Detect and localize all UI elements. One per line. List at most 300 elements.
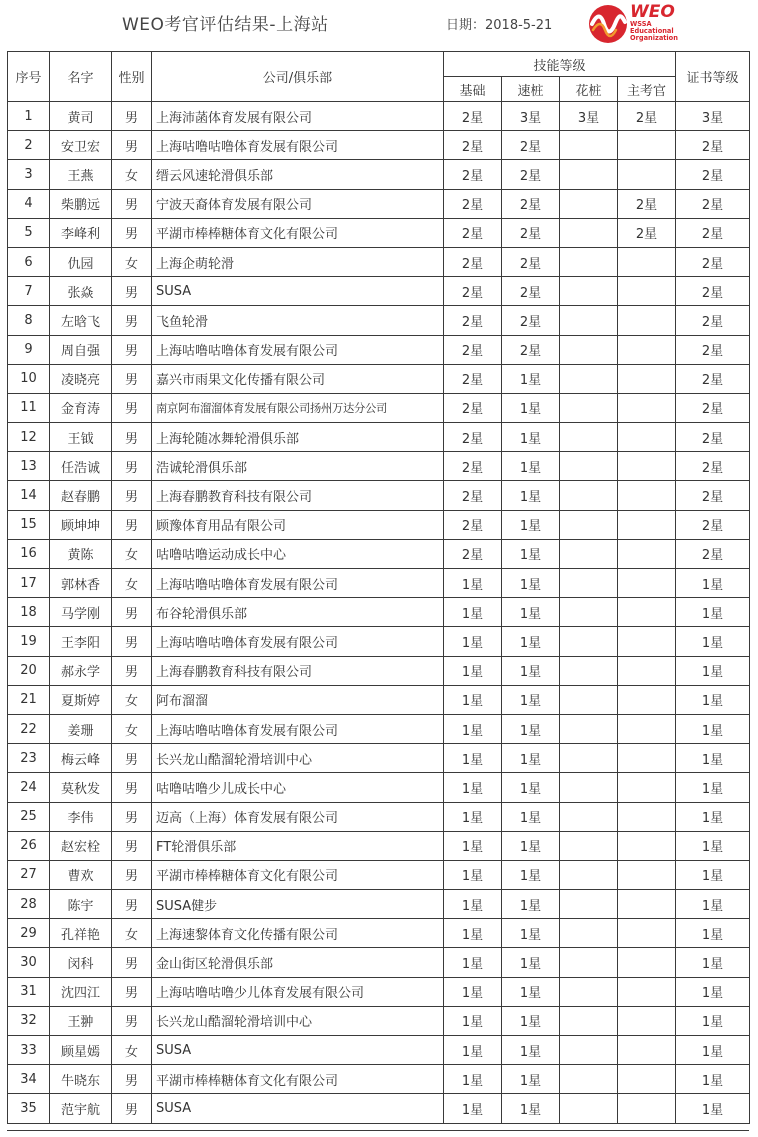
row-gender: 女	[112, 247, 152, 276]
header-cert: 证书等级	[676, 52, 750, 102]
row-index: 24	[8, 773, 50, 802]
row-skill-examiner: 2星	[618, 102, 676, 131]
row-skill-basic: 1星	[444, 948, 502, 977]
row-cert: 2星	[676, 393, 750, 422]
row-skill-speed: 1星	[502, 685, 560, 714]
row-index: 21	[8, 685, 50, 714]
row-skill-basic: 1星	[444, 744, 502, 773]
row-gender: 男	[112, 773, 152, 802]
row-skill-basic: 2星	[444, 102, 502, 131]
header-skill-speed: 速桩	[502, 77, 560, 102]
table-row	[8, 802, 750, 831]
row-skill-examiner	[618, 306, 676, 335]
page-title: WEO考官评估结果-上海站	[122, 15, 329, 35]
row-skill-basic: 2星	[444, 189, 502, 218]
row-skill-examiner	[618, 423, 676, 452]
row-index: 35	[8, 1094, 50, 1123]
row-skill-basic: 1星	[444, 977, 502, 1006]
row-name: 王李阳	[50, 627, 112, 656]
row-skill-examiner	[618, 919, 676, 948]
row-skill-basic: 2星	[444, 160, 502, 189]
row-gender: 女	[112, 685, 152, 714]
row-name: 孔祥艳	[50, 919, 112, 948]
row-skill-freestyle	[560, 481, 618, 510]
row-skill-speed: 1星	[502, 393, 560, 422]
row-skill-examiner	[618, 481, 676, 510]
row-company: 上海咕噜咕噜体育发展有限公司	[152, 569, 444, 598]
row-company: 上海咕噜咕噜体育发展有限公司	[152, 335, 444, 364]
row-index: 1	[8, 102, 50, 131]
row-index: 27	[8, 860, 50, 889]
row-skill-freestyle	[560, 1036, 618, 1065]
row-gender: 男	[112, 831, 152, 860]
row-skill-examiner	[618, 714, 676, 743]
row-skill-speed: 1星	[502, 773, 560, 802]
weo-logo	[588, 2, 700, 46]
row-skill-freestyle	[560, 569, 618, 598]
row-skill-freestyle	[560, 890, 618, 919]
row-gender: 女	[112, 714, 152, 743]
row-name: 顾星嫣	[50, 1036, 112, 1065]
row-skill-examiner	[618, 860, 676, 889]
row-company: 飞鱼轮滑	[152, 306, 444, 335]
row-gender: 男	[112, 510, 152, 539]
row-skill-speed: 1星	[502, 860, 560, 889]
header-index: 序号	[8, 52, 50, 102]
row-skill-examiner	[618, 569, 676, 598]
table-row	[8, 189, 750, 218]
row-name: 张焱	[50, 277, 112, 306]
row-skill-speed: 2星	[502, 218, 560, 247]
row-cert: 2星	[676, 335, 750, 364]
row-index: 15	[8, 510, 50, 539]
row-cert: 3星	[676, 102, 750, 131]
row-company: SUSA	[152, 277, 444, 306]
results-table	[7, 51, 750, 1124]
page-header	[0, 0, 758, 50]
row-index: 25	[8, 802, 50, 831]
row-index: 26	[8, 831, 50, 860]
row-index: 3	[8, 160, 50, 189]
row-company: 上海咕噜咕噜体育发展有限公司	[152, 627, 444, 656]
row-skill-freestyle	[560, 335, 618, 364]
row-index: 18	[8, 598, 50, 627]
row-skill-speed: 1星	[502, 714, 560, 743]
row-gender: 男	[112, 656, 152, 685]
row-gender: 男	[112, 364, 152, 393]
row-skill-examiner	[618, 627, 676, 656]
row-skill-examiner	[618, 656, 676, 685]
row-gender: 男	[112, 627, 152, 656]
row-company: FT轮滑俱乐部	[152, 831, 444, 860]
row-index: 10	[8, 364, 50, 393]
row-skill-speed: 3星	[502, 102, 560, 131]
row-company: 顾豫体育用品有限公司	[152, 510, 444, 539]
report-date: 日期：2018-5-21	[446, 18, 553, 33]
row-index: 4	[8, 189, 50, 218]
row-company: 上海咕噜咕噜体育发展有限公司	[152, 714, 444, 743]
row-skill-examiner	[618, 890, 676, 919]
row-skill-basic: 1星	[444, 890, 502, 919]
row-index: 28	[8, 890, 50, 919]
row-skill-examiner	[618, 744, 676, 773]
header-skill-examiner: 主考官	[618, 77, 676, 102]
row-skill-speed: 1星	[502, 539, 560, 568]
row-skill-freestyle	[560, 919, 618, 948]
row-company: 宁波天裔体育发展有限公司	[152, 189, 444, 218]
table-row	[8, 277, 750, 306]
row-skill-basic: 1星	[444, 860, 502, 889]
row-skill-basic: 2星	[444, 539, 502, 568]
table-row	[8, 539, 750, 568]
table-row	[8, 685, 750, 714]
row-company: 上海速黎体育文化传播有限公司	[152, 919, 444, 948]
row-gender: 男	[112, 335, 152, 364]
table-body	[8, 102, 750, 1124]
row-name: 金育涛	[50, 393, 112, 422]
row-index: 23	[8, 744, 50, 773]
row-cert: 1星	[676, 948, 750, 977]
row-skill-basic: 2星	[444, 423, 502, 452]
row-cert: 2星	[676, 160, 750, 189]
row-skill-basic: 2星	[444, 218, 502, 247]
row-skill-speed: 1星	[502, 656, 560, 685]
table-row	[8, 102, 750, 131]
row-skill-examiner	[618, 539, 676, 568]
row-skill-examiner	[618, 1006, 676, 1035]
table-row	[8, 481, 750, 510]
row-skill-speed: 1星	[502, 627, 560, 656]
row-skill-freestyle	[560, 802, 618, 831]
table-row	[8, 364, 750, 393]
row-skill-examiner	[618, 335, 676, 364]
row-index: 13	[8, 452, 50, 481]
row-skill-freestyle	[560, 1006, 618, 1035]
row-skill-basic: 2星	[444, 277, 502, 306]
row-company: 嘉兴市雨果文化传播有限公司	[152, 364, 444, 393]
row-company: 平湖市棒棒糖体育文化有限公司	[152, 1065, 444, 1094]
row-index: 30	[8, 948, 50, 977]
row-skill-speed: 1星	[502, 744, 560, 773]
row-gender: 男	[112, 277, 152, 306]
table-row	[8, 948, 750, 977]
row-gender: 男	[112, 890, 152, 919]
row-name: 王钺	[50, 423, 112, 452]
row-skill-speed: 2星	[502, 247, 560, 276]
row-skill-speed: 2星	[502, 160, 560, 189]
logo-line-3: Organization	[630, 34, 678, 42]
row-name: 仇园	[50, 247, 112, 276]
row-cert: 2星	[676, 364, 750, 393]
row-skill-speed: 2星	[502, 306, 560, 335]
row-skill-basic: 1星	[444, 685, 502, 714]
row-skill-freestyle	[560, 510, 618, 539]
header-name: 名字	[50, 52, 112, 102]
row-skill-freestyle	[560, 656, 618, 685]
row-index: 22	[8, 714, 50, 743]
row-name: 王燕	[50, 160, 112, 189]
row-company: 南京阿布溜溜体育发展有限公司扬州万达分公司	[152, 393, 444, 422]
row-name: 莫秋发	[50, 773, 112, 802]
row-skill-freestyle	[560, 306, 618, 335]
row-skill-freestyle	[560, 189, 618, 218]
row-gender: 男	[112, 860, 152, 889]
row-skill-basic: 1星	[444, 569, 502, 598]
row-company: 迈高（上海）体育发展有限公司	[152, 802, 444, 831]
row-skill-basic: 1星	[444, 802, 502, 831]
row-name: 马学刚	[50, 598, 112, 627]
row-skill-freestyle	[560, 977, 618, 1006]
row-skill-freestyle	[560, 598, 618, 627]
row-skill-speed: 1星	[502, 1006, 560, 1035]
row-company: 上海轮随冰舞轮滑俱乐部	[152, 423, 444, 452]
row-index: 34	[8, 1065, 50, 1094]
row-skill-examiner	[618, 1065, 676, 1094]
row-company: 上海沛菡体育发展有限公司	[152, 102, 444, 131]
row-skill-freestyle	[560, 160, 618, 189]
row-cert: 2星	[676, 189, 750, 218]
row-index: 16	[8, 539, 50, 568]
row-cert: 1星	[676, 685, 750, 714]
row-index: 5	[8, 218, 50, 247]
row-name: 范宇航	[50, 1094, 112, 1123]
row-skill-freestyle	[560, 948, 618, 977]
row-cert: 2星	[676, 218, 750, 247]
row-skill-freestyle	[560, 364, 618, 393]
row-skill-freestyle: 3星	[560, 102, 618, 131]
row-company: 上海春鹏教育科技有限公司	[152, 481, 444, 510]
row-skill-examiner	[618, 131, 676, 160]
header-gender: 性别	[112, 52, 152, 102]
row-skill-examiner	[618, 1094, 676, 1123]
row-skill-speed: 1星	[502, 948, 560, 977]
row-gender: 男	[112, 948, 152, 977]
table-row	[8, 218, 750, 247]
row-skill-speed: 1星	[502, 598, 560, 627]
row-name: 牛晓东	[50, 1065, 112, 1094]
row-name: 王翀	[50, 1006, 112, 1035]
table-row	[8, 452, 750, 481]
row-cert: 1星	[676, 802, 750, 831]
row-cert: 1星	[676, 919, 750, 948]
row-cert: 1星	[676, 656, 750, 685]
row-skill-basic: 1星	[444, 773, 502, 802]
table-row	[8, 627, 750, 656]
logo-brand-text: WEO	[630, 2, 675, 22]
row-skill-examiner	[618, 685, 676, 714]
row-cert: 2星	[676, 247, 750, 276]
header-company: 公司/俱乐部	[152, 52, 444, 102]
table-row	[8, 714, 750, 743]
table-header	[8, 52, 750, 102]
table-row	[8, 393, 750, 422]
row-company: 浩诚轮滑俱乐部	[152, 452, 444, 481]
row-skill-examiner	[618, 393, 676, 422]
row-index: 19	[8, 627, 50, 656]
row-skill-basic: 2星	[444, 510, 502, 539]
row-skill-basic: 2星	[444, 452, 502, 481]
row-name: 赵春鹏	[50, 481, 112, 510]
row-company: 长兴龙山酷溜轮滑培训中心	[152, 1006, 444, 1035]
row-skill-freestyle	[560, 1094, 618, 1123]
row-gender: 女	[112, 569, 152, 598]
table-row	[8, 569, 750, 598]
row-name: 任浩诚	[50, 452, 112, 481]
row-skill-freestyle	[560, 218, 618, 247]
row-skill-basic: 1星	[444, 1065, 502, 1094]
row-cert: 1星	[676, 627, 750, 656]
row-name: 顾坤坤	[50, 510, 112, 539]
row-gender: 男	[112, 744, 152, 773]
row-gender: 男	[112, 977, 152, 1006]
row-skill-freestyle	[560, 627, 618, 656]
row-skill-speed: 1星	[502, 831, 560, 860]
row-gender: 男	[112, 423, 152, 452]
row-skill-freestyle	[560, 247, 618, 276]
row-skill-speed: 2星	[502, 335, 560, 364]
row-index: 32	[8, 1006, 50, 1035]
row-skill-examiner: 2星	[618, 189, 676, 218]
row-index: 2	[8, 131, 50, 160]
row-skill-basic: 1星	[444, 831, 502, 860]
row-skill-basic: 1星	[444, 1036, 502, 1065]
row-gender: 男	[112, 1094, 152, 1123]
row-gender: 男	[112, 306, 152, 335]
row-cert: 2星	[676, 131, 750, 160]
row-skill-basic: 1星	[444, 1006, 502, 1035]
row-skill-basic: 1星	[444, 714, 502, 743]
row-company: SUSA	[152, 1036, 444, 1065]
row-skill-speed: 1星	[502, 510, 560, 539]
row-skill-examiner	[618, 510, 676, 539]
table-row	[8, 335, 750, 364]
row-cert: 1星	[676, 744, 750, 773]
table-row	[8, 1006, 750, 1035]
row-skill-speed: 1星	[502, 1065, 560, 1094]
row-cert: 2星	[676, 452, 750, 481]
row-index: 33	[8, 1036, 50, 1065]
row-cert: 1星	[676, 860, 750, 889]
row-cert: 1星	[676, 977, 750, 1006]
row-skill-basic: 1星	[444, 919, 502, 948]
row-company: 咕噜咕噜少儿成长中心	[152, 773, 444, 802]
row-company: 上海咕噜咕噜少儿体育发展有限公司	[152, 977, 444, 1006]
row-company: SUSA健步	[152, 890, 444, 919]
table-row	[8, 744, 750, 773]
row-skill-basic: 1星	[444, 656, 502, 685]
row-name: 姜珊	[50, 714, 112, 743]
row-name: 凌晓亮	[50, 364, 112, 393]
header-skill-freestyle: 花桩	[560, 77, 618, 102]
row-name: 闵科	[50, 948, 112, 977]
table-row	[8, 919, 750, 948]
row-index: 20	[8, 656, 50, 685]
row-gender: 男	[112, 1065, 152, 1094]
row-skill-examiner	[618, 1036, 676, 1065]
row-cert: 2星	[676, 423, 750, 452]
row-skill-examiner	[618, 247, 676, 276]
row-skill-basic: 2星	[444, 481, 502, 510]
table-row	[8, 510, 750, 539]
row-skill-speed: 1星	[502, 1036, 560, 1065]
row-cert: 2星	[676, 539, 750, 568]
row-company: 长兴龙山酷溜轮滑培训中心	[152, 744, 444, 773]
row-skill-freestyle	[560, 714, 618, 743]
row-index: 11	[8, 393, 50, 422]
row-gender: 男	[112, 131, 152, 160]
row-name: 安卫宏	[50, 131, 112, 160]
row-gender: 男	[112, 102, 152, 131]
row-company: 阿布溜溜	[152, 685, 444, 714]
table-row	[8, 773, 750, 802]
row-skill-speed: 1星	[502, 1094, 560, 1123]
logo-line-2: Educational	[630, 27, 674, 35]
row-name: 曹欢	[50, 860, 112, 889]
row-name: 郭林香	[50, 569, 112, 598]
row-skill-speed: 1星	[502, 364, 560, 393]
row-name: 梅云峰	[50, 744, 112, 773]
row-cert: 2星	[676, 277, 750, 306]
row-skill-basic: 2星	[444, 335, 502, 364]
row-gender: 男	[112, 481, 152, 510]
row-skill-speed: 1星	[502, 977, 560, 1006]
row-index: 17	[8, 569, 50, 598]
table-row	[8, 860, 750, 889]
row-gender: 男	[112, 452, 152, 481]
row-name: 陈宇	[50, 890, 112, 919]
row-skill-speed: 1星	[502, 802, 560, 831]
table-row	[8, 977, 750, 1006]
table-row	[8, 598, 750, 627]
row-name: 沈四江	[50, 977, 112, 1006]
row-skill-freestyle	[560, 1065, 618, 1094]
table-row	[8, 247, 750, 276]
table-row	[8, 890, 750, 919]
row-cert: 1星	[676, 890, 750, 919]
row-skill-freestyle	[560, 393, 618, 422]
header-skill-group: 技能等级	[444, 52, 676, 77]
row-company: 布谷轮滑俱乐部	[152, 598, 444, 627]
row-skill-examiner	[618, 598, 676, 627]
row-name: 周自强	[50, 335, 112, 364]
row-skill-examiner	[618, 277, 676, 306]
row-cert: 1星	[676, 714, 750, 743]
row-gender: 男	[112, 802, 152, 831]
row-skill-speed: 2星	[502, 189, 560, 218]
row-name: 黄陈	[50, 539, 112, 568]
table-row	[8, 656, 750, 685]
row-company: 咕噜咕噜运动成长中心	[152, 539, 444, 568]
row-skill-freestyle	[560, 539, 618, 568]
table-row	[8, 160, 750, 189]
row-company: 金山街区轮滑俱乐部	[152, 948, 444, 977]
row-skill-speed: 2星	[502, 277, 560, 306]
row-skill-speed: 1星	[502, 569, 560, 598]
header-skill-basic: 基础	[444, 77, 502, 102]
logo-line-1: WSSA	[630, 20, 652, 28]
row-cert: 1星	[676, 1036, 750, 1065]
row-skill-freestyle	[560, 423, 618, 452]
row-cert: 1星	[676, 598, 750, 627]
row-skill-freestyle	[560, 860, 618, 889]
row-gender: 女	[112, 539, 152, 568]
row-company: 平湖市棒棒糖体育文化有限公司	[152, 860, 444, 889]
row-index: 7	[8, 277, 50, 306]
row-cert: 1星	[676, 569, 750, 598]
row-skill-basic: 2星	[444, 364, 502, 393]
row-cert: 2星	[676, 510, 750, 539]
row-cert: 2星	[676, 481, 750, 510]
